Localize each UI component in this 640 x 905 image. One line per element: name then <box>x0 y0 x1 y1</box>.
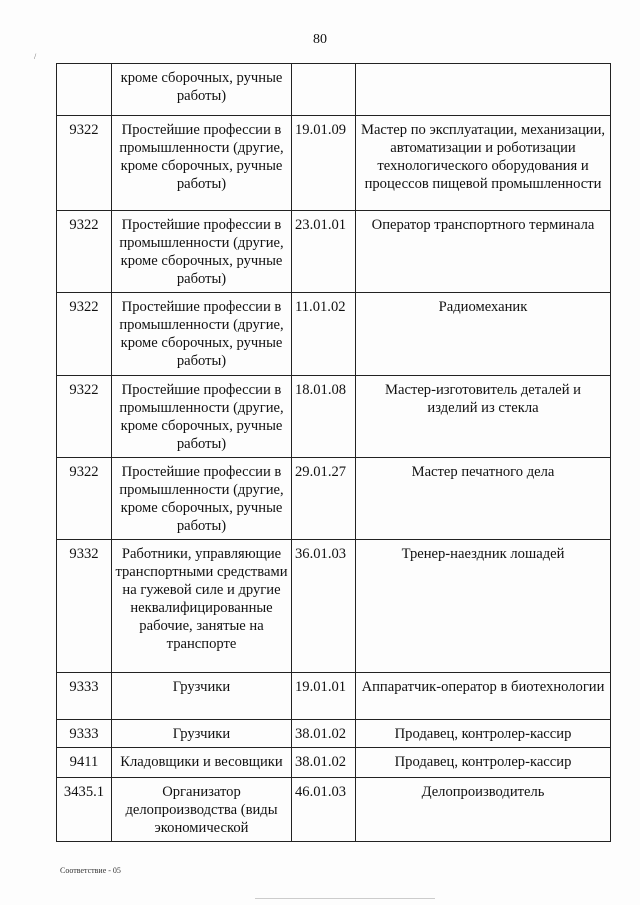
row-number-cell: 23.01.01 <box>292 211 356 293</box>
table-row <box>57 116 611 211</box>
footer-note: Соответствие - 05 <box>60 866 121 875</box>
row-specialty-cell: Мастер по эксплуатации, механизации, автоматизации и роботизации технологического оборудования и процессов пищевой промышленности <box>356 116 611 211</box>
scan-edge-line <box>255 898 435 899</box>
row-name-cell: кроме сборочных, ручные работы) <box>112 64 292 116</box>
row-number-cell: 11.01.02 <box>292 293 356 376</box>
row-specialty-cell: Оператор транспортного терминала <box>356 211 611 293</box>
profession-table <box>56 63 611 842</box>
row-number-cell: 46.01.03 <box>292 778 356 842</box>
row-code-cell <box>57 64 112 116</box>
row-number-cell: 19.01.01 <box>292 673 356 720</box>
row-specialty-cell: Продавец, контролер-кассир <box>356 720 611 748</box>
row-name-cell: Грузчики <box>112 673 292 720</box>
row-specialty-cell: Продавец, контролер-кассир <box>356 748 611 778</box>
row-specialty-cell <box>356 64 611 116</box>
row-name-cell: Организатор делопроизводства (виды экономической <box>112 778 292 842</box>
row-number-cell: 38.01.02 <box>292 720 356 748</box>
row-specialty-cell: Радиомеханик <box>356 293 611 376</box>
row-number-cell: 29.01.27 <box>292 458 356 540</box>
row-code-cell: 9322 <box>57 458 112 540</box>
row-code-cell: 3435.1 <box>57 778 112 842</box>
table-row <box>57 293 611 376</box>
row-name-cell: Простейшие профессии в промышленности (другие, кроме сборочных, ручные работы) <box>112 293 292 376</box>
row-specialty-cell: Делопроизводитель <box>356 778 611 842</box>
table-row <box>57 748 611 778</box>
row-number-cell: 19.01.09 <box>292 116 356 211</box>
row-code-cell: 9411 <box>57 748 112 778</box>
row-number-cell: 18.01.08 <box>292 376 356 458</box>
row-name-cell: Кладовщики и весовщики <box>112 748 292 778</box>
table-body <box>57 64 611 842</box>
row-specialty-cell: Тренер-наездник лошадей <box>356 540 611 673</box>
row-code-cell: 9322 <box>57 376 112 458</box>
table-row <box>57 720 611 748</box>
row-number-cell <box>292 64 356 116</box>
row-code-cell: 9322 <box>57 293 112 376</box>
row-code-cell: 9322 <box>57 211 112 293</box>
row-name-cell: Работники, управляющие транспортными средствами на гужевой силе и другие неквалифицированные рабочие, занятые на транспорте <box>112 540 292 673</box>
row-code-cell: 9332 <box>57 540 112 673</box>
row-specialty-cell: Мастер печатного дела <box>356 458 611 540</box>
table-row <box>57 540 611 673</box>
row-number-cell: 36.01.03 <box>292 540 356 673</box>
table-row <box>57 458 611 540</box>
table-row <box>57 778 611 842</box>
table-row <box>57 211 611 293</box>
table-row <box>57 376 611 458</box>
table-row <box>57 673 611 720</box>
row-specialty-cell: Мастер-изготовитель деталей и изделий из стекла <box>356 376 611 458</box>
row-code-cell: 9333 <box>57 720 112 748</box>
row-name-cell: Грузчики <box>112 720 292 748</box>
row-name-cell: Простейшие профессии в промышленности (другие, кроме сборочных, ручные работы) <box>112 458 292 540</box>
row-name-cell: Простейшие профессии в промышленности (другие, кроме сборочных, ручные работы) <box>112 211 292 293</box>
stray-mark: / <box>34 52 37 61</box>
row-name-cell: Простейшие профессии в промышленности (другие, кроме сборочных, ручные работы) <box>112 116 292 211</box>
row-name-cell: Простейшие профессии в промышленности (другие, кроме сборочных, ручные работы) <box>112 376 292 458</box>
row-code-cell: 9322 <box>57 116 112 211</box>
row-code-cell: 9333 <box>57 673 112 720</box>
page-number: 80 <box>313 32 327 47</box>
row-specialty-cell: Аппаратчик-оператор в биотехнологии <box>356 673 611 720</box>
row-number-cell: 38.01.02 <box>292 748 356 778</box>
table-row <box>57 64 611 116</box>
